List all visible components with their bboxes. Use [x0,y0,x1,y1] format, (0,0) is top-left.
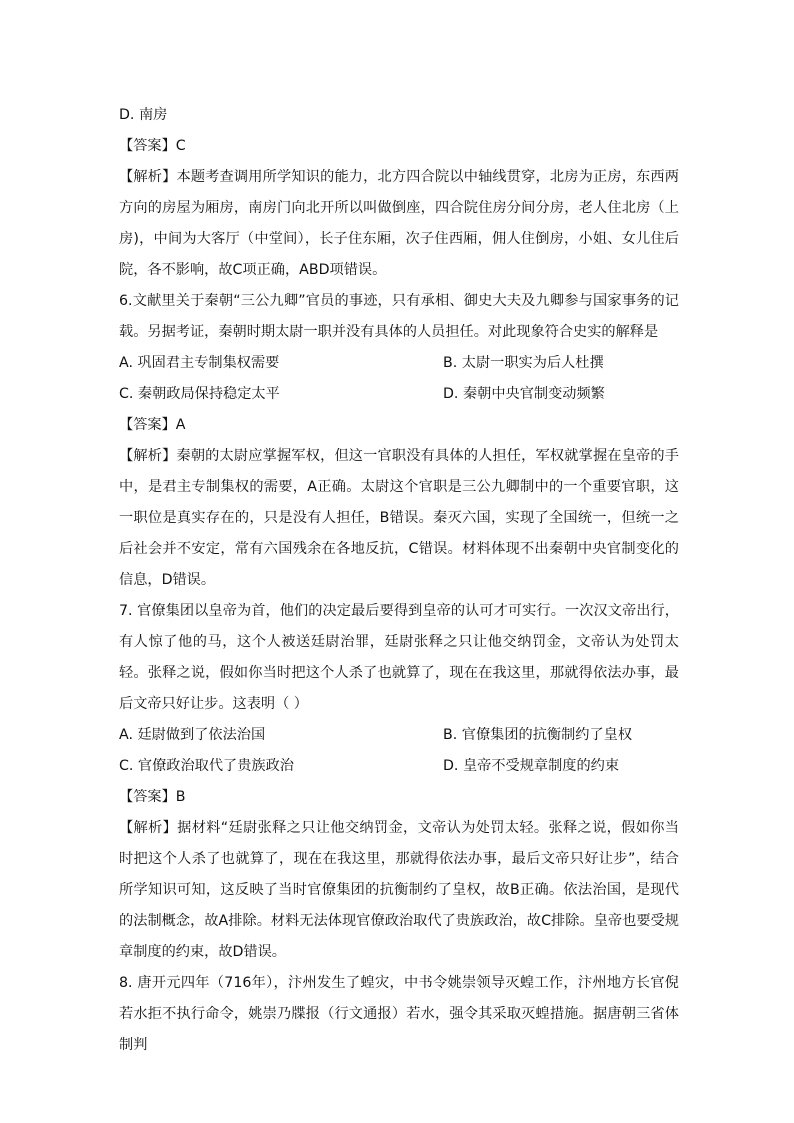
q6-stem: 6.文献里关于秦朝“三公九卿”官员的事迹，只有承相、御史大夫及九卿参与国家事务的记载。另据考证，秦朝时期太尉一职并没有具体的人员担任。对此现象符合史实的解释是 [119,293,679,340]
q7-options-row-1 [119,720,679,751]
q7-options-row-2 [119,751,679,782]
q7-analysis [119,813,679,968]
answer-value: B [175,789,186,805]
q7-answer [119,782,679,813]
answer-value: A [175,417,186,433]
analysis-tag: 【解析】 [119,820,178,836]
q7-stem: 7. 官僚集团以皇帝为首，他们的决定最后要得到皇帝的认可才可实行。一次汉文帝出行，有人惊了他的马，这个人被送廷尉治罪，廷尉张释之只让他交纳罚金，文帝认为处罚太轻。张释之说，假如你当时把这个人杀了也就算了，现在在我这里，那就得依法办事，最后文帝只好让步。这表明（ ） [119,603,679,712]
q7-option-b: B. 官僚集团的抗衡制约了皇权 [443,727,633,743]
q6-option-c: C. 秦朝政局保持稳定太平 [119,386,280,402]
answer-tag: 【答案】 [119,789,176,805]
analysis-tag: 【解析】 [119,448,177,464]
q6-analysis [119,441,679,596]
analysis-text: 据材料“廷尉张释之只让他交纳罚金，文帝认为处罚太轻。张释之说，假如你当时把这个人杀了也就算了，现在在我这里，那就得依法办事，最后文帝只好让步”，结合所学知识可知，这反映了当时官僚集团的抗衡制约了皇权，故B正确。依法治国，是现代的法制概念，故A排除。材料无法体现官僚政治取代了贵族政治，故C排除。皇帝也要受规章制度的约束，故D错误。 [119,820,679,960]
analysis-text: 秦朝的太尉应掌握军权，但这一官职没有具体的人担任，军权就掌握在皇帝的手中，是君主专制集权的需要，A正确。太尉这个官职是三公九卿制中的一个重要官职，这一职位是真实存在的，只是没有人担任，B错误。秦灭六国，实现了全国统一，但统一之后社会并不安定，常有六国残余在各地反抗，C错误。材料体现不出秦朝中央官制变化的信息，D错误。 [119,448,679,588]
q7-option-d: D. 皇帝不受规章制度的约束 [443,758,620,774]
q6-option-d: D. 秦朝中央官制变动频繁 [443,386,605,402]
analysis-tag: 【解析】 [119,169,177,185]
q5-option-d: D. 南房 [119,107,168,123]
q8-stem: 8. 唐开元四年（716年），汴州发生了蝗灾，中书令姚崇领导灭蝗工作，汴州地方长官倪若水拒不执行命令，姚崇乃牒报（行文通报）若水，强令其采取灭蝗措施。据唐朝三省体制判 [119,975,679,1053]
q6-answer [119,410,679,441]
answer-tag: 【答案】 [119,417,176,433]
document-page [119,100,679,1061]
q6-options-row-1 [119,348,679,379]
q5-analysis [119,162,679,286]
q6-option-a: A. 巩固君主专制集权需要 [119,355,280,371]
q7-option-c: C. 官僚政治取代了贵族政治 [119,758,294,774]
answer-value: C [175,138,186,154]
answer-tag: 【答案】 [119,138,176,154]
q7-option-a: A. 廷尉做到了依法治国 [119,727,266,743]
analysis-text: 本题考查调用所学知识的能力，北方四合院以中轴线贯穿，北房为正房，东西两方向的房屋为厢房，南房门向北开所以叫做倒座，四合院住房分间分房，老人住北房（上房)，中间为大客厅（中堂间），长子住东厢，次子住西厢，佣人住倒房，小姐、女儿住后院，各不影响，故C项正确，ABD项错误。 [119,169,679,278]
q6-options-row-2 [119,379,679,410]
q5-answer [119,131,679,162]
q6-option-b: B. 太尉一职实为后人杜撰 [443,355,604,371]
